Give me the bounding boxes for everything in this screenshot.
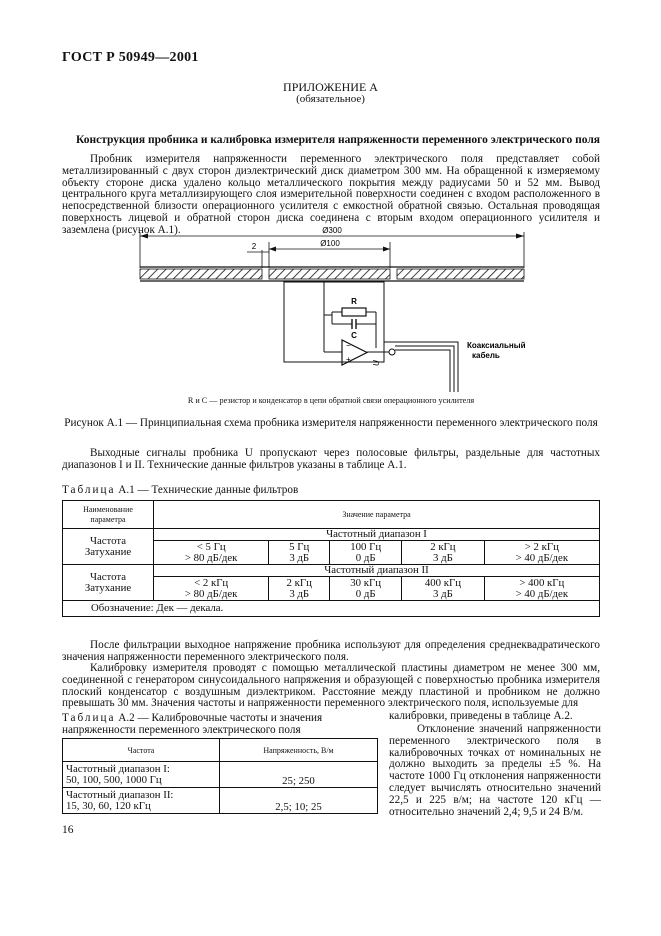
table1-col-value: Значение параметра [154,501,600,529]
cable-label-2: кабель [472,351,500,360]
table1-note: Обозначение: Дек — декала. [63,601,600,617]
table1-cell: 5 Гц 3 дБ [269,541,330,565]
table1-cell: 2 кГц 3 дБ [402,541,485,565]
disc-outer-left [140,269,262,279]
op-amp-plus: + [346,355,351,364]
paragraph-filtering: После фильтрации выходное напряжение пробника используют для определения среднеквадратического значения напряженности переменного электрического поля. [62,639,600,663]
table2-title-text: А.2 — Калибровочные частоты и значения напряженности переменного электрического поля [62,712,323,736]
table1-title-text: А.1 — Технические данные фильтров [115,484,299,496]
label-r: R [351,297,357,306]
table1-range1-header: Частотный диапазон I [154,529,600,541]
probe-schematic-figure [62,220,600,395]
section-title: Конструкция пробника и калибровка измерителя напряженности переменного электрического поля [76,134,600,146]
table1-cell: < 2 кГц > 80 дБ/дек [154,577,269,601]
table1-row-label-range2: Частота Затухание [63,565,154,601]
table1-col-name: Наименование параметра [63,501,154,529]
coax-cable-inner [395,350,450,392]
table2-label: Таблица [62,712,116,724]
op-amp-minus: − [346,341,351,350]
table2-col-strength: Напряженность, В/м [220,739,378,762]
disc-outer-right [397,269,524,279]
paragraph-probe-description: Пробник измерителя напряженности переменного электрического поля представляет собой металлизированный с двух сторон диэлектрический диск диаметром 300 мм. На обращенной к измеряемому объекту стороне диска удалено кольцо металлического покрытия между радиусами 50 и 52 мм. Вывод центрального круга металлизирующего слоя измерительной поверхности соединен с входом расположенного в непосредственной близости операционного усилителя с емкостной обратной связью. Остальная проводящая поверхность лицевой и обратной сторон диска соединена с вторым входом операционного усилителя и заземлена (рисунок А.1). [62,153,600,236]
table2-col-freq: Частота [63,739,220,762]
output-terminal [389,349,395,355]
table2-value-cell: 25; 250 [220,762,378,788]
table1-row-label-range1: Частота Затухание [63,529,154,565]
paragraph-calibration: Калибровку измерителя проводят с помощью металлической пластины диаметром не менее 300 мм, соединенной с генератором синусоидального напряжения и образующей с поверхностью пробника измерителя плоский конденсатор с воздушным диэлектриком. Расстояние между пластиной и пробником не должно превышать 30 мм. Значения частоты и напряженности переменного электрического поля, используемые для [62,662,600,710]
circuit-enclosure [284,282,384,362]
table1-cell: < 5 Гц > 80 дБ/дек [154,541,269,565]
annex-title: ПРИЛОЖЕНИЕ А [283,80,378,94]
paragraph-deviation: Отклонение значений напряженности переменного электрического поля в калибровочных точках от номинальных не должно выходить за пределы ±5 %. На частоте 1000 Гц отклонения напряженности следует вычислять относительно значений 22,5 и 225 в/м; на частоте 120 кГц — относительно значений 2,4; 9,5 и 24 В/м. [389,723,601,818]
table1-cell: 2 кГц 3 дБ [269,577,330,601]
table1-title [62,484,298,496]
table2-title [62,713,378,737]
table1-cell: > 2 кГц > 40 дБ/дек [484,541,599,565]
label-u: U [372,360,381,366]
dim-gap-label: 2 [251,242,257,251]
figure-caption: Рисунок А.1 — Принципиальная схема пробника измерителя напряженности переменного электрического поля [64,417,598,429]
table1-range2-header: Частотный диапазон II [154,565,600,577]
coax-cable-mid [395,346,454,392]
paragraph-filters: Выходные сигналы пробника U пропускают через полосовые фильтры, раздельные для частотных диапазонов I и II. Технические данные фильтров указаны в таблице А.1. [62,447,600,471]
document-id: ГОСТ Р 50949—2001 [62,50,199,65]
table1-cell: > 400 кГц > 40 дБ/дек [484,577,599,601]
paragraph-calibration-cont: калибровки, приведены в таблице А.2. [389,710,573,722]
dim-outer-label: Ø300 [322,226,342,235]
figure-legend: R и C — резистор и конденсатор в цепи обратной связи операционного усилителя [187,396,475,405]
table2-freq-cell: Частотный диапазон I: 50, 100, 500, 1000 Гц [63,762,220,788]
disc-center [269,269,390,279]
table1-cell: 100 Гц 0 дБ [330,541,402,565]
resistor-r [342,308,366,316]
table1-cell: 30 кГц 0 дБ [330,577,402,601]
table1-cell: 400 кГц 3 дБ [402,577,485,601]
calibration-table [62,738,378,814]
cable-label-1: Коаксиальный [467,341,526,350]
table2-freq-cell: Частотный диапазон II: 15, 30, 60, 120 кГц [63,788,220,814]
page-number: 16 [62,824,74,836]
annex-subtitle: (обязательное) [296,93,365,105]
table1-label: Таблица [62,484,116,496]
filters-table [62,500,600,617]
table2-value-cell: 2,5; 10; 25 [220,788,378,814]
dim-inner-label: Ø100 [320,239,340,248]
label-c: C [351,331,357,340]
